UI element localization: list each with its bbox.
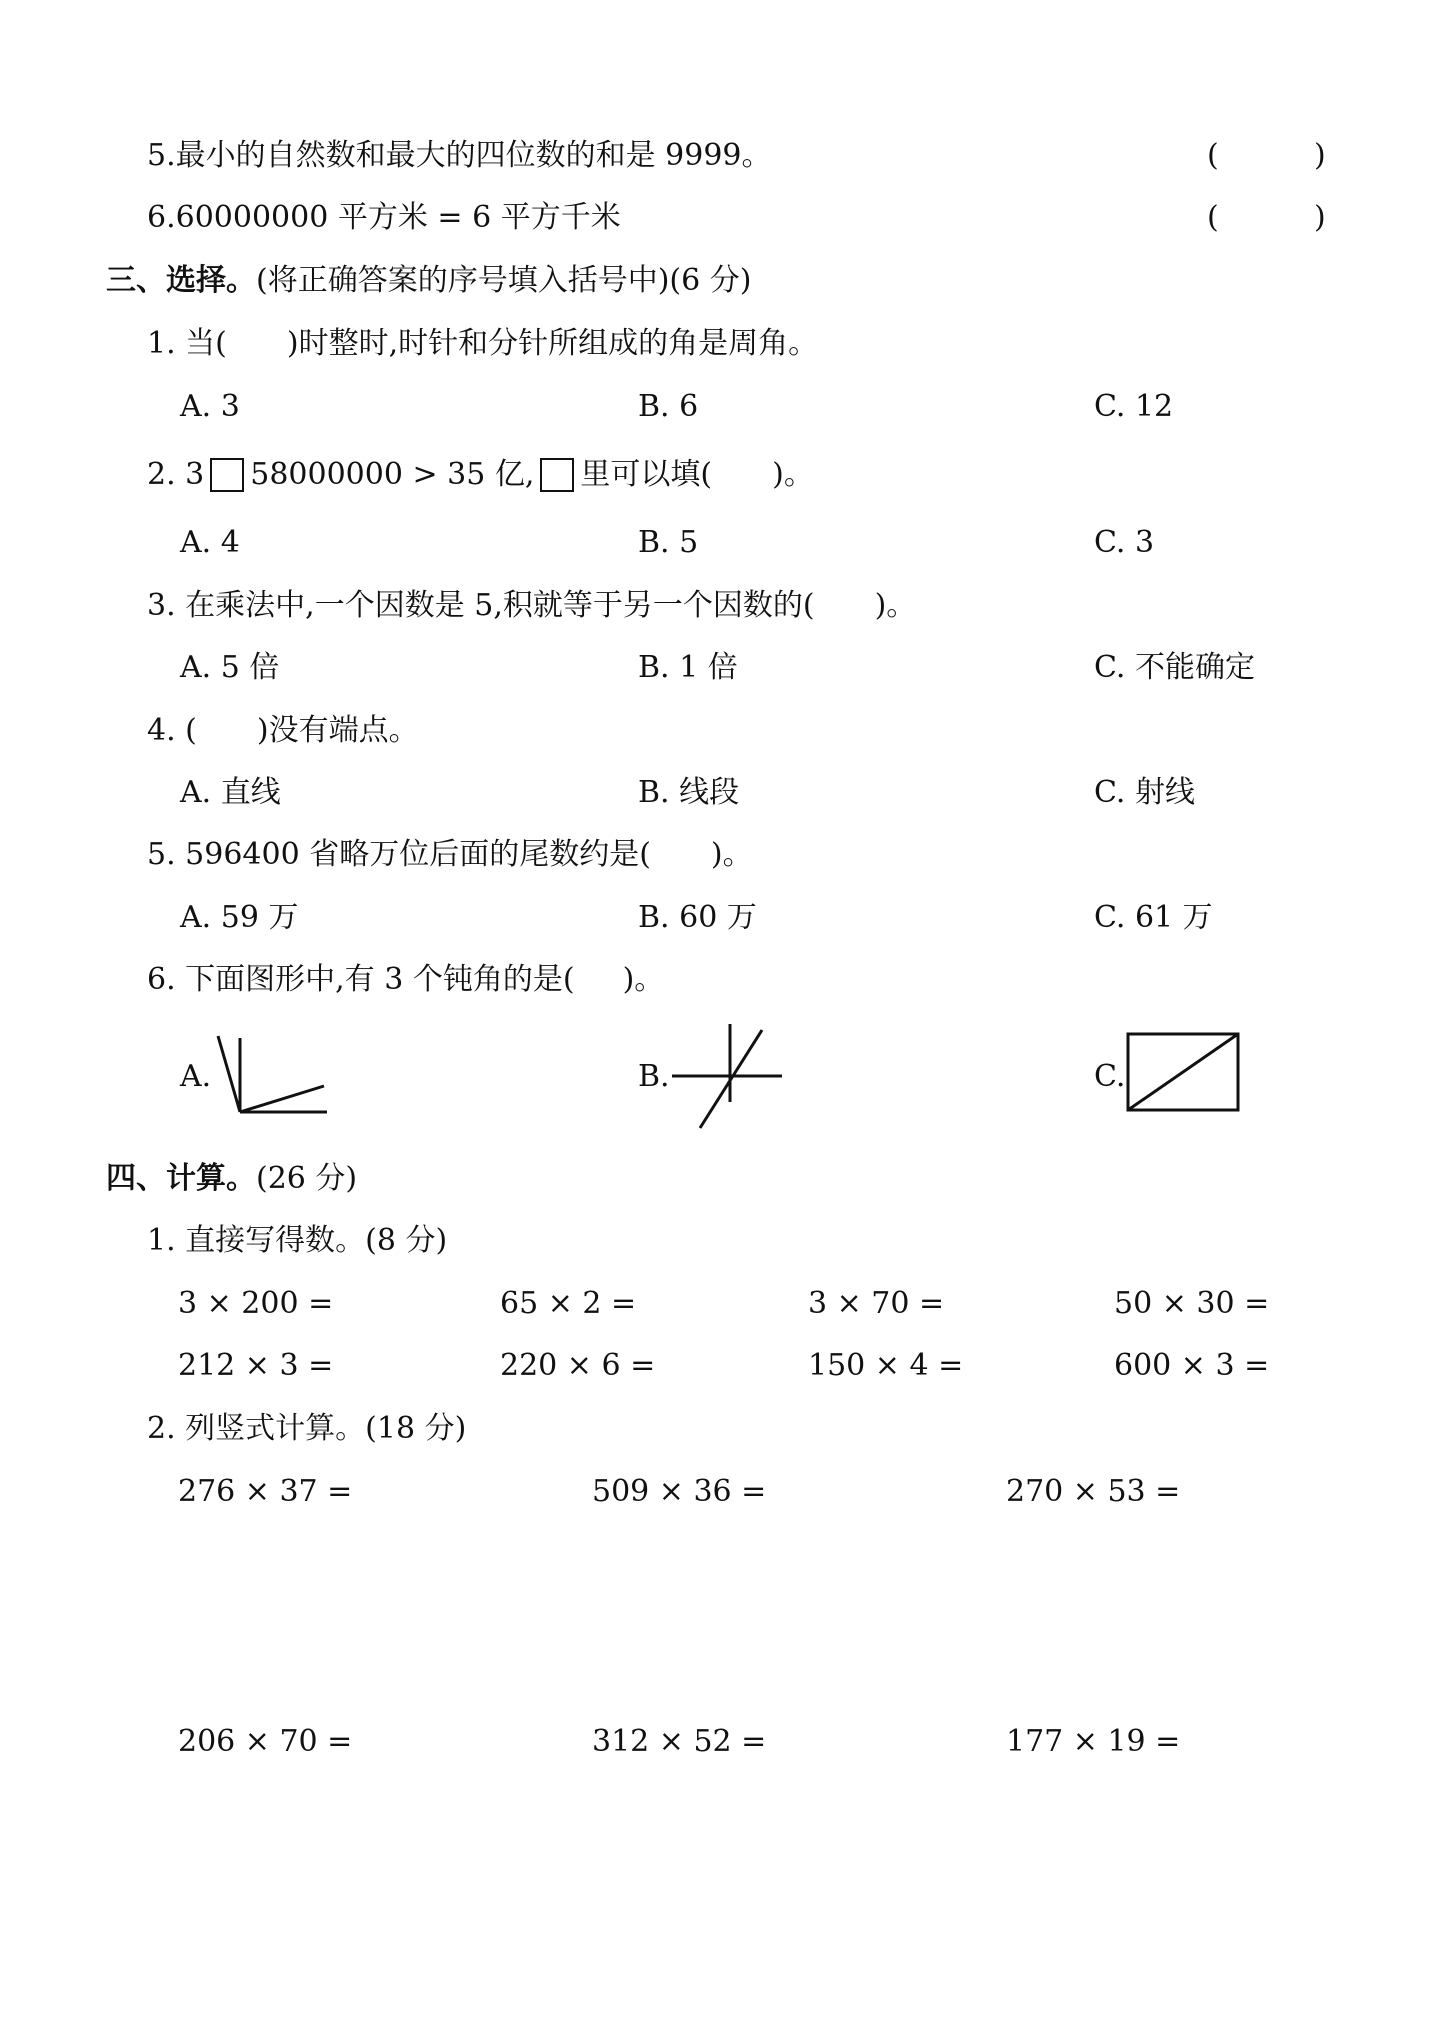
figure-angle-rays [212, 1030, 332, 1120]
choice-q3: 3. 在乘法中,一个因数是 5,积就等于另一个因数的( )。 [147, 588, 917, 623]
q4-option-c: C. 射线 [1094, 775, 1195, 810]
q6-option-c: C. [1094, 1059, 1126, 1094]
section-4-title: 四、计算。 [106, 1161, 256, 1196]
q3-option-b: B. 1 倍 [638, 650, 738, 685]
calc-2-heading: 2. 列竖式计算。(18 分) [147, 1411, 467, 1446]
section-3-title: 三、选择。 [106, 263, 256, 298]
blank-box [210, 458, 244, 492]
tf-item-6: 6.60000000 平方米 = 6 平方千米 [147, 200, 621, 235]
q2-option-a: A. 4 [180, 525, 240, 560]
section-4-heading [106, 1160, 357, 1198]
choice-q5: 5. 596400 省略万位后面的尾数约是( )。 [147, 837, 753, 872]
calc-1-item: 212 × 3 = [178, 1348, 334, 1383]
calc-2-item: 312 × 52 = [592, 1724, 767, 1759]
figure-intersecting-lines [670, 1022, 785, 1132]
calc-1-item: 3 × 70 = [808, 1286, 945, 1321]
q2-option-b: B. 5 [638, 525, 699, 560]
choice-q4: 4. ( )没有端点。 [147, 713, 419, 748]
q6-option-b: B. [638, 1059, 670, 1094]
choice-q6: 6. 下面图形中,有 3 个钝角的是( )。 [147, 962, 665, 997]
calc-1-item: 220 × 6 = [500, 1348, 656, 1383]
section-4-note: (26 分) [256, 1161, 358, 1196]
blank-box [540, 458, 574, 492]
figure-rectangle-diagonal [1126, 1032, 1241, 1114]
q1-option-a: A. 3 [180, 389, 240, 424]
calc-2-item: 206 × 70 = [178, 1724, 353, 1759]
q1-option-c: C. 12 [1094, 389, 1174, 424]
tf-6-paren-open: ( [1207, 200, 1219, 235]
tf-item-5: 5.最小的自然数和最大的四位数的和是 9999。 [147, 138, 772, 173]
tf-5-paren-open: ( [1207, 138, 1219, 173]
q4-option-a: A. 直线 [180, 775, 281, 810]
calc-2-item: 276 × 37 = [178, 1474, 353, 1509]
q2-option-c: C. 3 [1094, 525, 1155, 560]
tf-5-paren-close: ) [1314, 138, 1326, 173]
tf-6-paren-close: ) [1314, 200, 1326, 235]
choice-q1: 1. 当( )时整时,时针和分针所组成的角是周角。 [147, 326, 819, 361]
q3-option-c: C. 不能确定 [1094, 650, 1255, 685]
calc-1-item: 150 × 4 = [808, 1348, 964, 1383]
calc-1-heading: 1. 直接写得数。(8 分) [147, 1223, 448, 1258]
calc-1-item: 3 × 200 = [178, 1286, 334, 1321]
q5-option-a: A. 59 万 [180, 900, 299, 935]
calc-2-item: 270 × 53 = [1006, 1474, 1181, 1509]
tf-5-text: 最小的自然数和最大的四位数的和是 9999。 [175, 138, 772, 173]
q6-option-a: A. [180, 1059, 212, 1094]
q1-option-b: B. 6 [638, 389, 699, 424]
calc-1-item: 600 × 3 = [1114, 1348, 1270, 1383]
q3-option-a: A. 5 倍 [180, 650, 280, 685]
calc-1-item: 65 × 2 = [500, 1286, 637, 1321]
calc-2-item: 509 × 36 = [592, 1474, 767, 1509]
tf-6-text: 60000000 平方米 = 6 平方千米 [175, 200, 621, 235]
q5-option-c: C. 61 万 [1094, 900, 1213, 935]
q5-option-b: B. 60 万 [638, 900, 757, 935]
calc-1-item: 50 × 30 = [1114, 1286, 1270, 1321]
choice-q2: 2. 3 58000000 > 35 亿, 里可以填( )。 [147, 457, 814, 492]
calc-2-item: 177 × 19 = [1006, 1724, 1181, 1759]
q4-option-b: B. 线段 [638, 775, 740, 810]
section-3-heading [106, 262, 751, 300]
section-3-note: (将正确答案的序号填入括号中)(6 分) [256, 263, 752, 298]
